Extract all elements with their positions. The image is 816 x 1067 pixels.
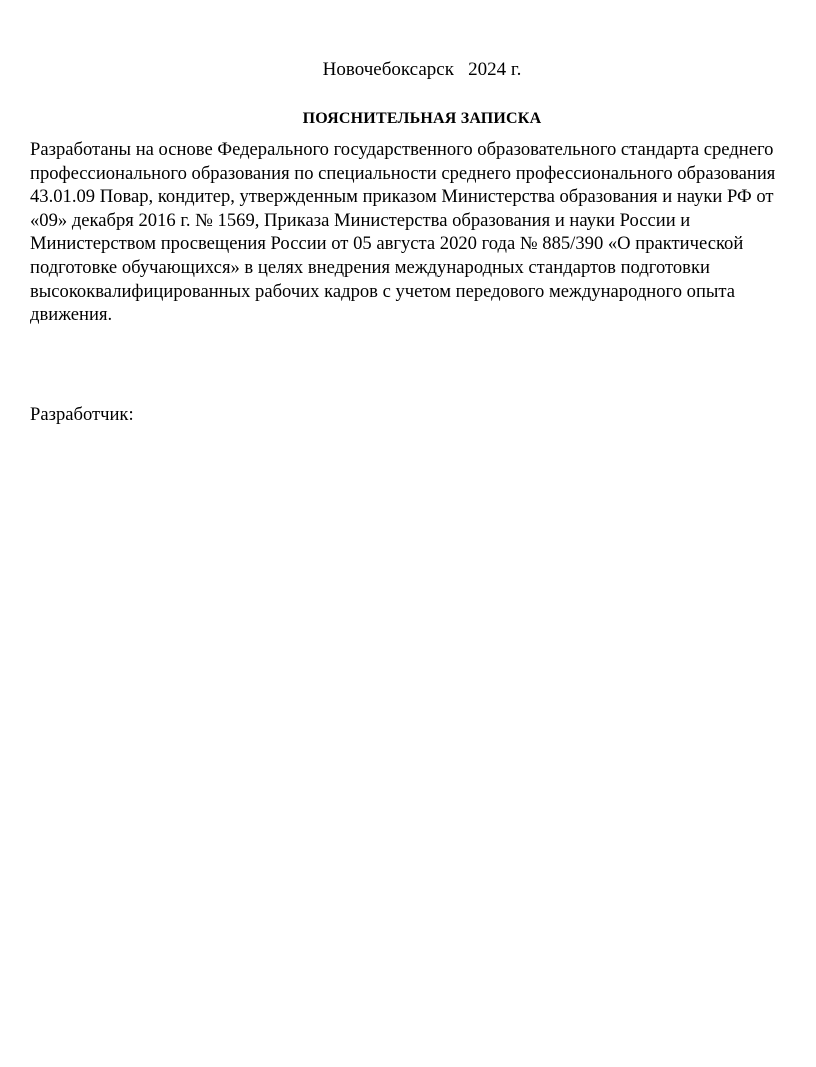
paragraph-line: движения. bbox=[30, 304, 113, 326]
paragraph-line: Разработаны на основе Федерального государственного образовательного стандарта среднего bbox=[30, 139, 774, 160]
paragraph-line: подготовке обучающихся» в целях внедрения международных стандартов подготовки bbox=[30, 256, 710, 278]
city-year: Новочебоксарск 2024 г. bbox=[322, 59, 522, 80]
paragraph-line: высококвалифицированных рабочих кадров с учетом передового международного опыта bbox=[30, 280, 736, 302]
document-title: ПОЯСНИТЕЛЬНАЯ ЗАПИСКА bbox=[302, 110, 542, 127]
paragraph-line: «09» декабря 2016 г. № 1569, Приказа Министерства образования и науки России и bbox=[30, 209, 691, 231]
paragraph-line: 43.01.09 Повар, кондитер, утвержденным приказом Министерства образования и науки РФ от bbox=[30, 186, 774, 208]
explanatory-paragraph bbox=[30, 138, 816, 327]
developer-label: Разработчик: bbox=[30, 404, 134, 425]
paragraph-line: профессионального образования по специальности среднего профессионального образования bbox=[30, 162, 776, 184]
paragraph-line: Министерством просвещения России от 05 августа 2020 года № 885/390 «О практической bbox=[30, 233, 744, 255]
